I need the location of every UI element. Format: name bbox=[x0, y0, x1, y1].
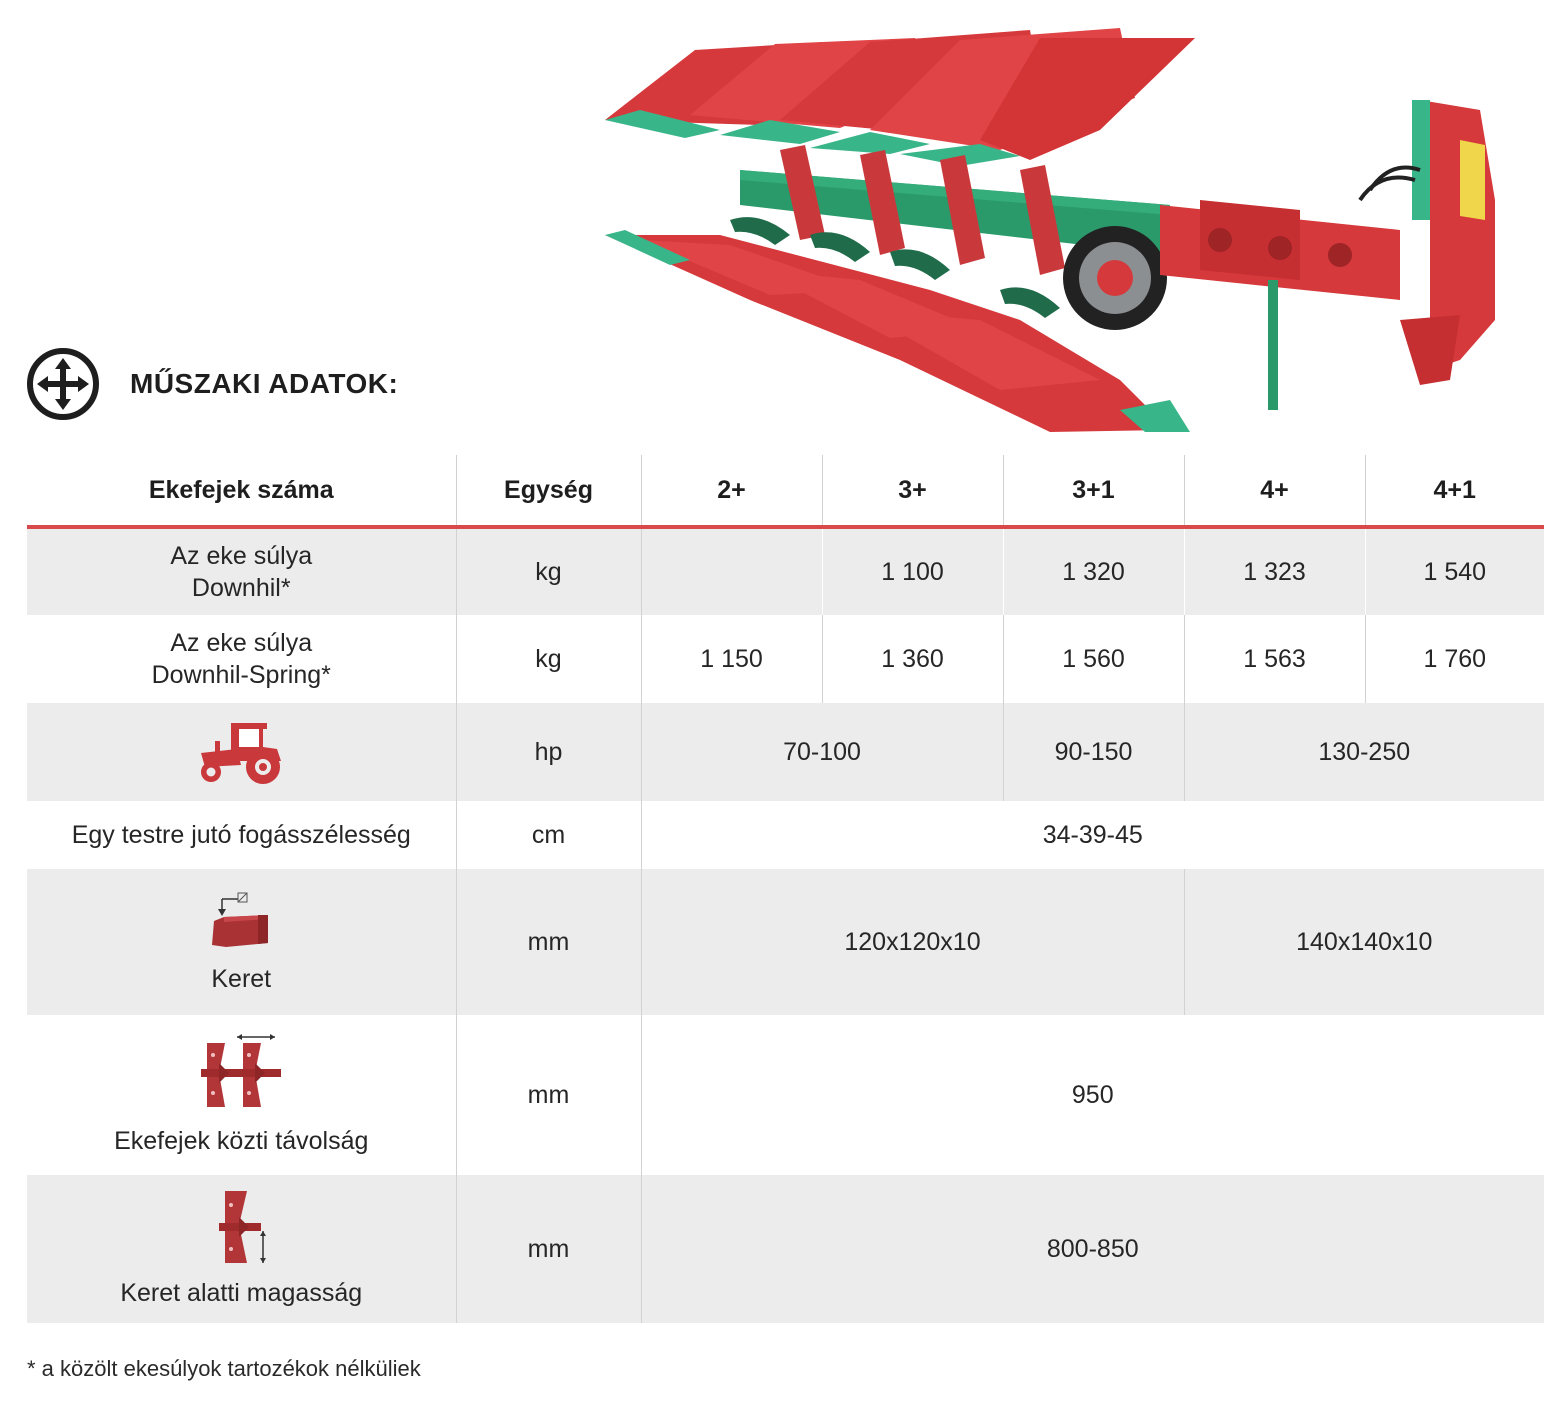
value-cell: 140x140x10 bbox=[1184, 869, 1544, 1015]
headstock bbox=[1160, 100, 1495, 410]
value-cell: 1 760 bbox=[1365, 615, 1544, 703]
row-label: Ekefejek közti távolság bbox=[114, 1127, 369, 1155]
upper-mouldboards bbox=[605, 28, 1195, 166]
row-label-line2: Downhil* bbox=[191, 574, 291, 602]
row-unit: cm bbox=[456, 801, 641, 869]
row-unit: hp bbox=[456, 703, 641, 801]
row-unit: mm bbox=[456, 869, 641, 1015]
row-label-line1: Az eke súlya bbox=[170, 629, 313, 657]
value-cell: 70-100 bbox=[641, 703, 1003, 801]
row-label bbox=[27, 615, 456, 703]
value-cell: 1 360 bbox=[822, 615, 1003, 703]
value-cell: 1 560 bbox=[1003, 615, 1184, 703]
page-title: MŰSZAKI ADATOK: bbox=[130, 368, 399, 399]
header-3plus: 3+ bbox=[822, 455, 1003, 527]
section-heading bbox=[26, 346, 398, 422]
header-3plus1: 3+1 bbox=[1003, 455, 1184, 527]
footnote: * a közölt ekesúlyok tartozékok nélküliek bbox=[27, 1356, 421, 1381]
row-label bbox=[27, 1175, 456, 1323]
value-cell: 1 563 bbox=[1184, 615, 1365, 703]
value-cell: 130-250 bbox=[1184, 703, 1544, 801]
table-row bbox=[27, 1175, 1544, 1323]
value-cell: 1 100 bbox=[822, 527, 1003, 615]
value-cell: 120x120x10 bbox=[641, 869, 1184, 1015]
table-row bbox=[27, 801, 1544, 869]
value-cell: 950 bbox=[641, 1015, 1544, 1175]
value-cell: 1 320 bbox=[1003, 527, 1184, 615]
row-unit: mm bbox=[456, 1175, 641, 1323]
tractor-icon bbox=[197, 717, 285, 787]
value-cell: 800-850 bbox=[641, 1175, 1544, 1323]
row-label bbox=[27, 703, 456, 801]
row-label bbox=[27, 1015, 456, 1175]
row-label-line1: Az eke súlya bbox=[170, 542, 313, 570]
frame-clearance-icon bbox=[211, 1189, 271, 1267]
spec-table bbox=[27, 455, 1544, 1323]
header-heads: Ekefejek száma bbox=[27, 455, 456, 527]
frame-profile-icon bbox=[208, 889, 274, 953]
move-arrows-icon bbox=[26, 347, 100, 421]
depth-wheel bbox=[1063, 226, 1167, 330]
value-cell bbox=[641, 527, 822, 615]
value-cell: 1 323 bbox=[1184, 527, 1365, 615]
row-label: Keret bbox=[211, 965, 272, 993]
value-cell: 1 540 bbox=[1365, 527, 1544, 615]
row-unit: kg bbox=[456, 615, 641, 703]
row-unit: mm bbox=[456, 1015, 641, 1175]
header-unit: Egység bbox=[456, 455, 641, 527]
table-row bbox=[27, 527, 1544, 615]
row-label-line2: Downhil-Spring* bbox=[151, 661, 331, 689]
table-row bbox=[27, 869, 1544, 1015]
value-cell: 34-39-45 bbox=[641, 801, 1544, 869]
row-unit: kg bbox=[456, 527, 641, 615]
body-spacing-icon bbox=[199, 1033, 283, 1115]
plough-photo bbox=[600, 20, 1530, 438]
row-label: Keret alatti magasság bbox=[120, 1279, 363, 1307]
header-2plus: 2+ bbox=[641, 455, 822, 527]
header-4plus1: 4+1 bbox=[1365, 455, 1544, 527]
row-label bbox=[27, 527, 456, 615]
row-label bbox=[27, 869, 456, 1015]
table-row bbox=[27, 703, 1544, 801]
row-label: Egy testre jutó fogásszélesség bbox=[71, 821, 411, 849]
value-cell: 90-150 bbox=[1003, 703, 1184, 801]
table-header-row bbox=[27, 455, 1544, 527]
table-row bbox=[27, 615, 1544, 703]
header-4plus: 4+ bbox=[1184, 455, 1365, 527]
table-row bbox=[27, 1015, 1544, 1175]
value-cell: 1 150 bbox=[641, 615, 822, 703]
